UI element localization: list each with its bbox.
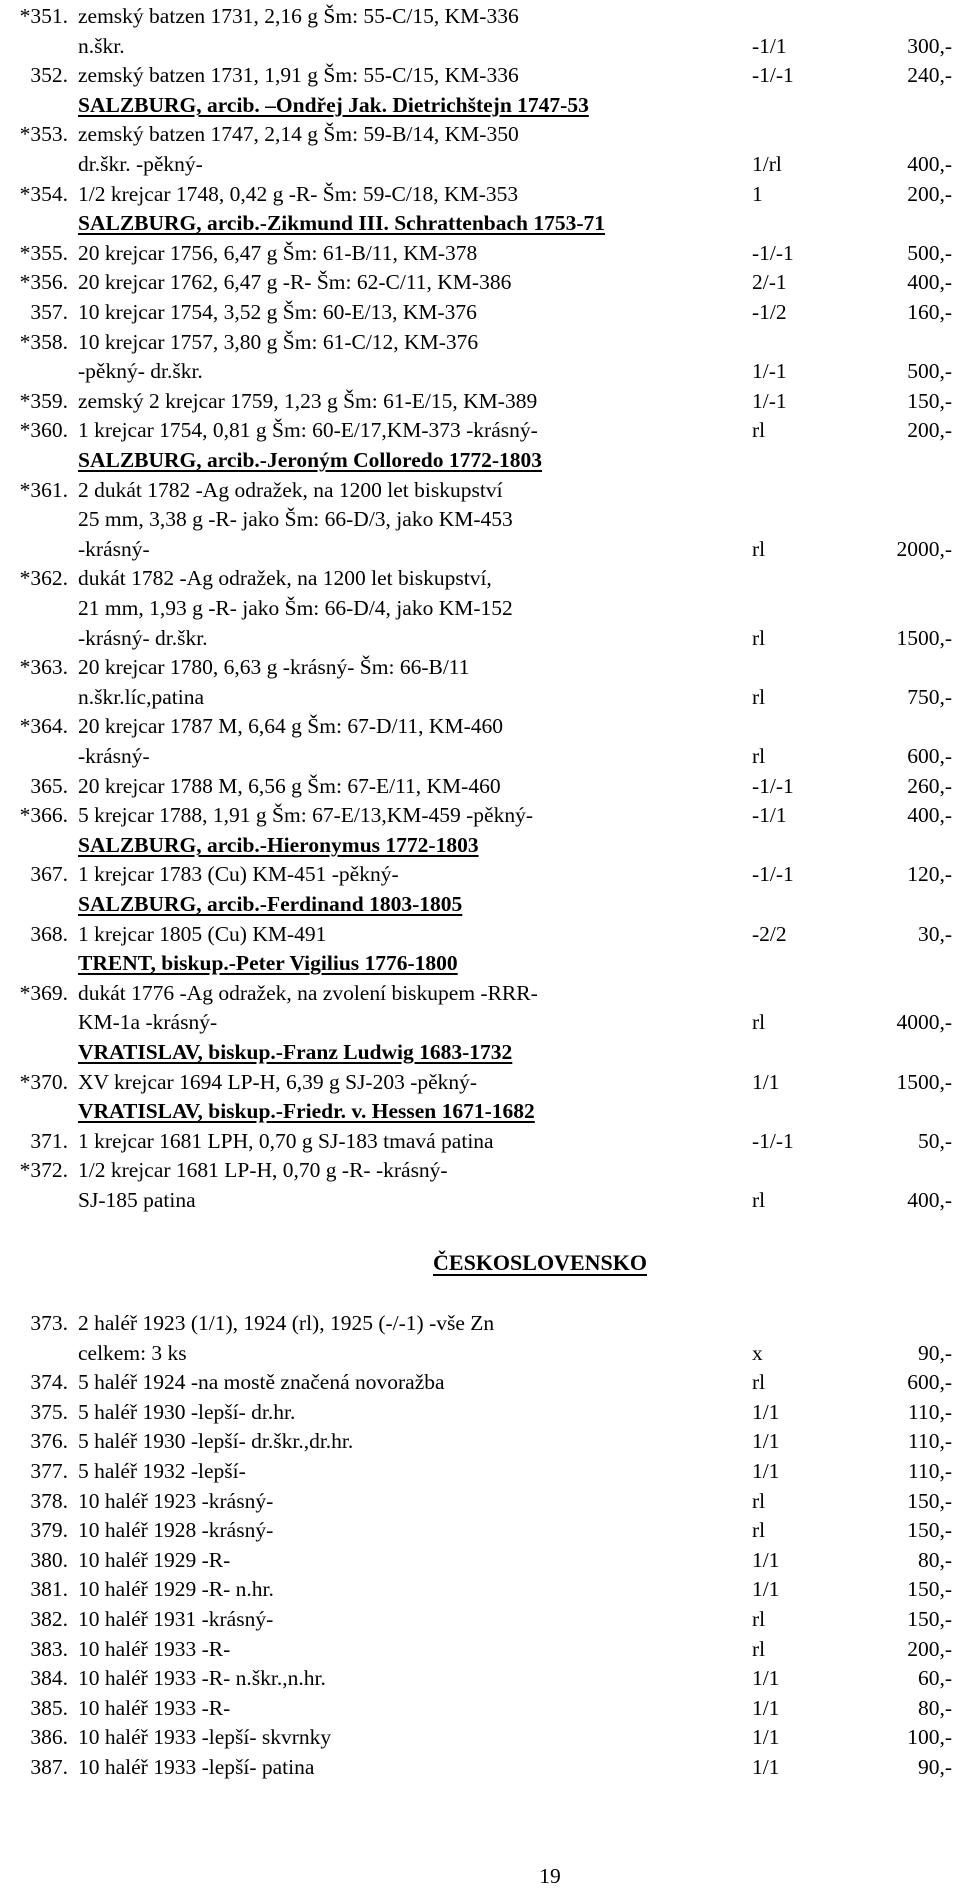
lot-description: 25 mm, 3,38 g -R- jako Šm: 66-D/3, jako KM-453	[78, 507, 513, 532]
lot-row	[0, 1339, 960, 1368]
lot-number: *358.	[19, 329, 68, 354]
lot-description: -krásný-	[78, 536, 150, 561]
lot-row	[0, 712, 960, 741]
lot-number: 352.	[30, 63, 68, 88]
lot-description: -krásný-	[78, 744, 150, 768]
lot-number: *363.	[19, 655, 68, 680]
lot-grade: rl	[752, 744, 766, 768]
lot-description: zemský batzen 1731, 2,16 g Šm: 55-C/15, KM-336	[78, 4, 519, 28]
lot-description: SJ-185 patina	[78, 1188, 196, 1212]
lot-description: zemský 2 krejcar 1759, 1,23 g Šm: 61-E/15, KM-389	[78, 388, 538, 413]
lot-description: XV krejcar 1694 LP-H, 6,39 g SJ-203 -pěkný-	[78, 1069, 478, 1094]
lot-price: 150,-	[907, 1577, 952, 1602]
lot-grade: 1/1	[752, 1547, 780, 1572]
lot-grade: rl	[752, 536, 766, 561]
lot-row	[0, 1605, 960, 1634]
lot-grade: -1/-1	[752, 773, 794, 798]
lot-row	[0, 1068, 960, 1097]
lot-description: 20 krejcar 1756, 6,47 g Šm: 61-B/11, KM-378	[78, 240, 478, 265]
lot-price: 60,-	[917, 1666, 952, 1691]
lot-grade: -1/1	[752, 33, 787, 58]
section-heading: TRENT, biskup.-Peter Vigilius 1776-1800	[78, 951, 458, 976]
lot-description: n.škr.líc,patina	[78, 684, 204, 709]
lot-row	[0, 120, 960, 149]
lot-grade: 1/1	[752, 1069, 780, 1094]
lot-description: 2 dukát 1782 -Ag odražek, na 1200 let biskupství	[78, 477, 503, 502]
lot-grade: 1/1	[752, 1459, 780, 1483]
lot-description: 5 haléř 1932 -lepší-	[78, 1459, 246, 1483]
lot-row	[0, 239, 960, 268]
lot-description: 20 krejcar 1788 M, 6,56 g Šm: 67-E/11, KM-460	[78, 773, 501, 798]
lot-row	[0, 150, 960, 179]
lot-grade: -1/-1	[752, 240, 794, 265]
lot-description: -pěkný- dr.škr.	[78, 359, 203, 384]
lot-row	[0, 564, 960, 593]
lot-description: 10 haléř 1929 -R- n.hr.	[78, 1577, 274, 1602]
lot-row	[0, 1186, 960, 1215]
lot-row	[0, 594, 960, 623]
lot-description: dukát 1776 -Ag odražek, na zvolení biskupem -RRR-	[78, 980, 538, 1005]
lot-row	[0, 416, 960, 445]
lot-description: 10 krejcar 1754, 3,52 g Šm: 60-E/13, KM-376	[78, 300, 477, 324]
lot-price: 400,-	[907, 270, 952, 295]
lot-description: KM-1a -krásný-	[78, 1010, 218, 1035]
lot-number: 387.	[30, 1755, 68, 1779]
lot-row	[0, 32, 960, 61]
lot-row	[0, 979, 960, 1008]
lot-number: 378.	[30, 1488, 68, 1513]
lot-grade: 1/1	[752, 1666, 780, 1691]
lot-number: *351.	[19, 4, 68, 28]
lot-price: 1500,-	[896, 1069, 952, 1094]
lot-number: *362.	[19, 566, 68, 591]
lot-price: 500,-	[907, 240, 952, 265]
lot-price: 110,-	[908, 1459, 952, 1483]
lot-description: 10 haléř 1933 -R-	[78, 1695, 231, 1720]
lot-row	[0, 1516, 960, 1545]
lot-description: 21 mm, 1,93 g -R- jako Šm: 66-D/4, jako KM-152	[78, 596, 513, 620]
section-heading: SALZBURG, arcib.-Jeroným Colloredo 1772-1803	[78, 448, 543, 472]
lot-row	[0, 1457, 960, 1486]
lot-row	[0, 1694, 960, 1723]
lot-row	[0, 1635, 960, 1664]
lot-price: 1500,-	[896, 625, 952, 650]
lot-row	[0, 1753, 960, 1782]
lot-grade: rl	[752, 1488, 766, 1513]
lot-grade: rl	[752, 1636, 766, 1661]
lot-description: 20 krejcar 1780, 6,63 g -krásný- Šm: 66-B/11	[78, 655, 470, 680]
lot-number: 382.	[30, 1607, 68, 1631]
lot-number: 365.	[30, 773, 68, 798]
lot-number: 384.	[30, 1666, 68, 1691]
lot-price: 90,-	[917, 1755, 952, 1779]
section-heading: SALZBURG, arcib.-Ferdinand 1803-1805	[78, 892, 463, 916]
lot-number: *364.	[19, 714, 68, 739]
lot-row	[0, 683, 960, 712]
lot-grade: -1/-1	[752, 1128, 794, 1153]
lot-description: celkem: 3 ks	[78, 1340, 187, 1365]
lot-grade: 1	[752, 181, 763, 206]
lot-grade: 2/-1	[752, 270, 787, 295]
lot-description: 1 krejcar 1805 (Cu) KM-491	[78, 921, 327, 946]
lot-price: 750,-	[907, 684, 952, 709]
lot-price: 90,-	[917, 1340, 952, 1365]
lot-number: 367.	[30, 862, 68, 887]
lot-price: 150,-	[907, 1607, 952, 1631]
lot-number: *372.	[19, 1158, 68, 1183]
lot-number: 381.	[30, 1577, 68, 1602]
lot-grade: rl	[752, 1370, 766, 1395]
lot-description: 10 haléř 1933 -lepší- patina	[78, 1755, 315, 1779]
lot-number: *353.	[19, 122, 68, 147]
lot-grade: -1/2	[752, 300, 787, 324]
lot-number: *355.	[19, 240, 68, 265]
section-heading: VRATISLAV, biskup.-Franz Ludwig 1683-1732	[78, 1040, 513, 1064]
lot-price: 600,-	[907, 1370, 952, 1395]
lot-description: 10 haléř 1929 -R-	[78, 1547, 231, 1572]
lot-number: *361.	[19, 477, 68, 502]
lot-number: 368.	[30, 921, 68, 946]
lot-price: 400,-	[907, 152, 952, 176]
lot-row	[0, 535, 960, 564]
lot-row	[0, 772, 960, 801]
lot-number: *359.	[19, 388, 68, 413]
lot-description: 1/2 krejcar 1748, 0,42 g -R- Šm: 59-C/18, KM-353	[78, 181, 519, 206]
lot-row	[0, 268, 960, 297]
lot-price: 400,-	[907, 1188, 952, 1212]
lot-row	[0, 653, 960, 682]
lot-row	[0, 328, 960, 357]
lot-row	[0, 1487, 960, 1516]
lot-description: 20 krejcar 1787 M, 6,64 g Šm: 67-D/11, KM-460	[78, 714, 503, 739]
lot-price: 200,-	[907, 1636, 952, 1661]
lot-price: 110,-	[908, 1429, 952, 1454]
lot-price: 500,-	[907, 359, 952, 384]
lot-row	[0, 1398, 960, 1427]
lot-description: 1 krejcar 1783 (Cu) KM-451 -pěkný-	[78, 862, 399, 887]
lot-price: 30,-	[917, 921, 952, 946]
lot-grade: 1/-1	[752, 359, 787, 384]
lot-row	[0, 1368, 960, 1397]
lot-grade: rl	[752, 1607, 766, 1631]
lot-number: 383.	[30, 1636, 68, 1661]
lot-description: 10 krejcar 1757, 3,80 g Šm: 61-C/12, KM-376	[78, 329, 479, 354]
lot-row	[0, 742, 960, 771]
lot-description: dr.škr. -pěkný-	[78, 152, 203, 176]
lot-grade: 1/rl	[752, 152, 782, 176]
lot-description: 10 haléř 1933 -R-	[78, 1636, 231, 1661]
lot-number: 376.	[30, 1429, 68, 1454]
lot-row	[0, 1664, 960, 1693]
lot-number: 379.	[30, 1518, 68, 1543]
lot-row	[0, 476, 960, 505]
lot-number: *356.	[19, 270, 68, 295]
lot-grade: 1/1	[752, 1399, 780, 1424]
lot-number: 374.	[30, 1370, 68, 1395]
lot-row	[0, 180, 960, 209]
lot-description: zemský batzen 1731, 1,91 g Šm: 55-C/15, KM-336	[78, 63, 519, 88]
lot-number: 380.	[30, 1547, 68, 1572]
lot-number: *369.	[19, 980, 68, 1005]
lot-grade: 1/1	[752, 1755, 780, 1779]
lot-description: zemský batzen 1747, 2,14 g Šm: 59-B/14, KM-350	[78, 122, 519, 147]
lot-price: 110,-	[908, 1399, 952, 1424]
section-heading: SALZBURG, arcib.-Hieronymus 1772-1803	[78, 832, 479, 857]
lot-description: 10 haléř 1923 -krásný-	[78, 1488, 274, 1513]
lot-price: 120,-	[907, 862, 952, 887]
lot-price: 4000,-	[896, 1010, 952, 1035]
lot-row	[0, 1546, 960, 1575]
lot-number: 386.	[30, 1725, 68, 1750]
lot-row	[0, 61, 960, 90]
lot-row	[0, 1723, 960, 1752]
lot-row	[0, 387, 960, 416]
lot-number: *354.	[19, 181, 68, 206]
lot-price: 100,-	[907, 1725, 952, 1750]
lot-row	[0, 1309, 960, 1338]
lot-row	[0, 1156, 960, 1185]
lot-price: 50,-	[917, 1128, 952, 1153]
lot-price: 200,-	[907, 418, 952, 443]
lot-row	[0, 624, 960, 653]
lot-description: 5 haléř 1930 -lepší- dr.hr.	[78, 1399, 296, 1424]
lot-description: 10 haléř 1931 -krásný-	[78, 1607, 274, 1631]
lot-row	[0, 920, 960, 949]
lot-grade: 1/-1	[752, 388, 787, 413]
lot-number: *366.	[19, 803, 68, 828]
lot-description: 1/2 krejcar 1681 LP-H, 0,70 g -R- -krásný-	[78, 1158, 448, 1183]
lot-number: *360.	[19, 418, 68, 443]
lot-grade: -1/1	[752, 803, 787, 828]
lot-row	[0, 298, 960, 327]
lot-description: 5 haléř 1930 -lepší- dr.škr.,dr.hr.	[78, 1429, 354, 1454]
lot-description: -krásný- dr.škr.	[78, 625, 208, 650]
lot-price: 80,-	[917, 1547, 952, 1572]
lot-row	[0, 801, 960, 830]
lot-number: 385.	[30, 1695, 68, 1720]
lot-price: 600,-	[907, 744, 952, 768]
lot-grade: 1/1	[752, 1577, 780, 1602]
lot-description: 10 haléř 1933 -R- n.škr.,n.hr.	[78, 1666, 326, 1691]
lot-row	[0, 2, 960, 31]
lot-grade: rl	[752, 684, 766, 709]
lot-row	[0, 1427, 960, 1456]
lot-price: 2000,-	[896, 536, 952, 561]
lot-number: 373.	[30, 1311, 68, 1335]
section-heading: SALZBURG, arcib. –Ondřej Jak. Dietrichštejn 1747-53	[78, 92, 589, 117]
lot-price: 150,-	[907, 1488, 952, 1513]
lot-description: 10 haléř 1933 -lepší- skvrnky	[78, 1725, 332, 1750]
page-number: 19	[539, 1864, 561, 1888]
lot-grade: rl	[752, 1188, 766, 1212]
lot-grade: rl	[752, 1518, 766, 1543]
lot-grade: -2/2	[752, 921, 787, 946]
section-heading: VRATISLAV, biskup.-Friedr. v. Hessen 1671-1682	[78, 1099, 535, 1124]
lot-row	[0, 1127, 960, 1156]
lot-grade: rl	[752, 418, 766, 443]
lot-number: 377.	[30, 1459, 68, 1483]
lot-row	[0, 1575, 960, 1604]
section-heading: SALZBURG, arcib.-Zikmund III. Schrattenbach 1753-71	[78, 211, 606, 236]
lot-number: 357.	[30, 300, 68, 324]
lot-grade: rl	[752, 625, 766, 650]
lot-grade: -1/-1	[752, 63, 794, 88]
lot-price: 300,-	[907, 33, 952, 58]
lot-description: dukát 1782 -Ag odražek, na 1200 let biskupství,	[78, 566, 492, 591]
lot-price: 200,-	[907, 181, 952, 206]
lot-number: *370.	[19, 1069, 68, 1094]
lot-description: 2 haléř 1923 (1/1), 1924 (rl), 1925 (-/-1) -vše Zn	[78, 1311, 495, 1335]
section-title: ČESKOSLOVENSKO	[433, 1250, 647, 1275]
lot-price: 150,-	[907, 1518, 952, 1543]
lot-description: 20 krejcar 1762, 6,47 g -R- Šm: 62-C/11, KM-386	[78, 270, 512, 295]
lot-row	[0, 357, 960, 386]
lot-grade: 1/1	[752, 1429, 780, 1454]
lot-grade: rl	[752, 1010, 766, 1035]
lot-price: 260,-	[907, 773, 952, 798]
lot-description: 5 haléř 1924 -na mostě značená novoražba	[78, 1370, 445, 1395]
lot-grade: x	[752, 1340, 763, 1365]
lot-price: 400,-	[907, 803, 952, 828]
lot-row	[0, 860, 960, 889]
lot-number: 371.	[30, 1128, 68, 1153]
lot-grade: 1/1	[752, 1725, 780, 1750]
lot-price: 240,-	[907, 63, 952, 88]
lot-description: n.škr.	[78, 33, 125, 58]
lot-price: 150,-	[907, 388, 952, 413]
lot-row	[0, 1008, 960, 1037]
lot-number: 375.	[30, 1399, 68, 1424]
lot-description: 5 krejcar 1788, 1,91 g Šm: 67-E/13,KM-459 -pěkný-	[78, 803, 534, 828]
lot-description: 10 haléř 1928 -krásný-	[78, 1518, 274, 1543]
lot-description: 1 krejcar 1681 LPH, 0,70 g SJ-183 tmavá patina	[78, 1128, 494, 1153]
lot-price: 80,-	[917, 1695, 952, 1720]
lot-price: 160,-	[907, 300, 952, 324]
lot-row	[0, 505, 960, 534]
lot-grade: -1/-1	[752, 862, 794, 887]
lot-grade: 1/1	[752, 1695, 780, 1720]
lot-description: 1 krejcar 1754, 0,81 g Šm: 60-E/17,KM-373 -krásný-	[78, 418, 538, 443]
